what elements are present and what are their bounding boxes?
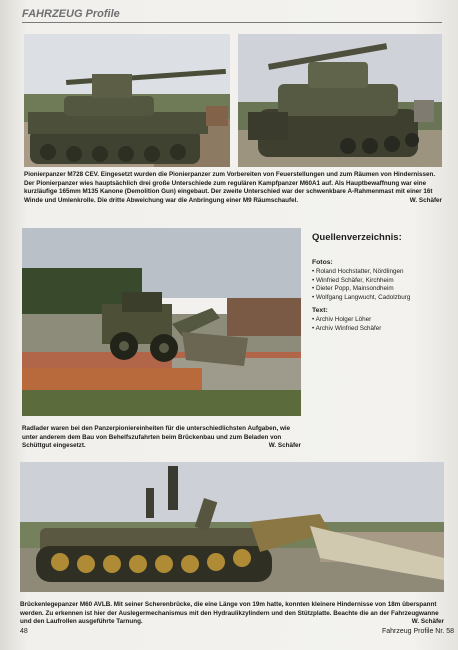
text-list [312,316,444,333]
header-rule [22,22,442,23]
photo-m728-front [238,34,442,167]
caption-m728 [24,171,442,205]
caption-m728-credit: W. Schäfer [409,196,442,204]
fotos-item: • Wolfgang Langwucht, Cadolzburg [312,294,444,303]
caption-loader-text: Radlader waren bei den Panzerpioniereinheiten für die unterschiedlichsten Aufgaben, wie unter anderem dem Bau von Behelfszufahrten beim Brückenbau und zum Beladen von Schüttgut eingesetzt. [22,425,291,450]
photo-wheel-loader [22,228,301,416]
fotos-list [312,268,444,302]
series-label: Fahrzeug Profile Nr. 58 [382,628,454,635]
text-item: • Archiv Winfried Schäfer [312,325,444,334]
caption-avlb-credit: W. Schäfer [411,618,444,626]
photo-m728-side [24,34,230,167]
caption-loader [22,425,301,451]
fotos-item: • Roland Hochstatter, Nördlingen [312,268,444,277]
caption-avlb-text: Brückenlegepanzer M60 AVLB. Mit seiner Scherenbrücke, die eine Länge von 19m hatte, konnten kleinere Hindernisse von 18m überspannt werden. Zu erkennen ist hier der Auslegermechanismus mit den Hydraulikzylindern und den Stützplatte. Beachte die an der Fahrzeugwanne und den Laufrollen ausgeführte Tarnung. [20,601,439,626]
page-number: 48 [20,628,28,635]
caption-avlb [20,601,444,627]
text-label: Text: [312,307,328,315]
caption-m728-text: Pionierpanzer M728 CEV. Eingesetzt wurden die Pionierpanzer zum Vorbereiten von Feuerstellungen und zum Räumen von Hindernissen. Der Pionierpanzer wies hauptsächlich drei große Unterschiede zum regulären Kampfpanzer M60A1 auf. Als Hauptbewaffnung war eine kurzläufige 165mm M135 Kanone (Demolition Gun) eingebaut. Der zweite Unterschied war der schwenkbare A-Rahmenmast mit einer 16t Winde und Umlenkrolle. Die dritte Abweichung war die Anbringung einer M9 Räumschaufel. [24,171,436,204]
photo-avlb [20,462,444,592]
page-header: FAHRZEUG Profile [22,8,120,20]
caption-loader-credit: W. Schäfer [268,442,301,450]
sources-title: Quellenverzeichnis: [312,232,402,243]
fotos-item: • Winfried Schäfer, Kirchheim [312,277,444,286]
fotos-label: Fotos: [312,259,333,266]
text-item: • Archiv Holger Löher [312,316,444,325]
fotos-item: • Dieter Popp, Mainsondheim [312,285,444,294]
sources-section [312,232,444,339]
